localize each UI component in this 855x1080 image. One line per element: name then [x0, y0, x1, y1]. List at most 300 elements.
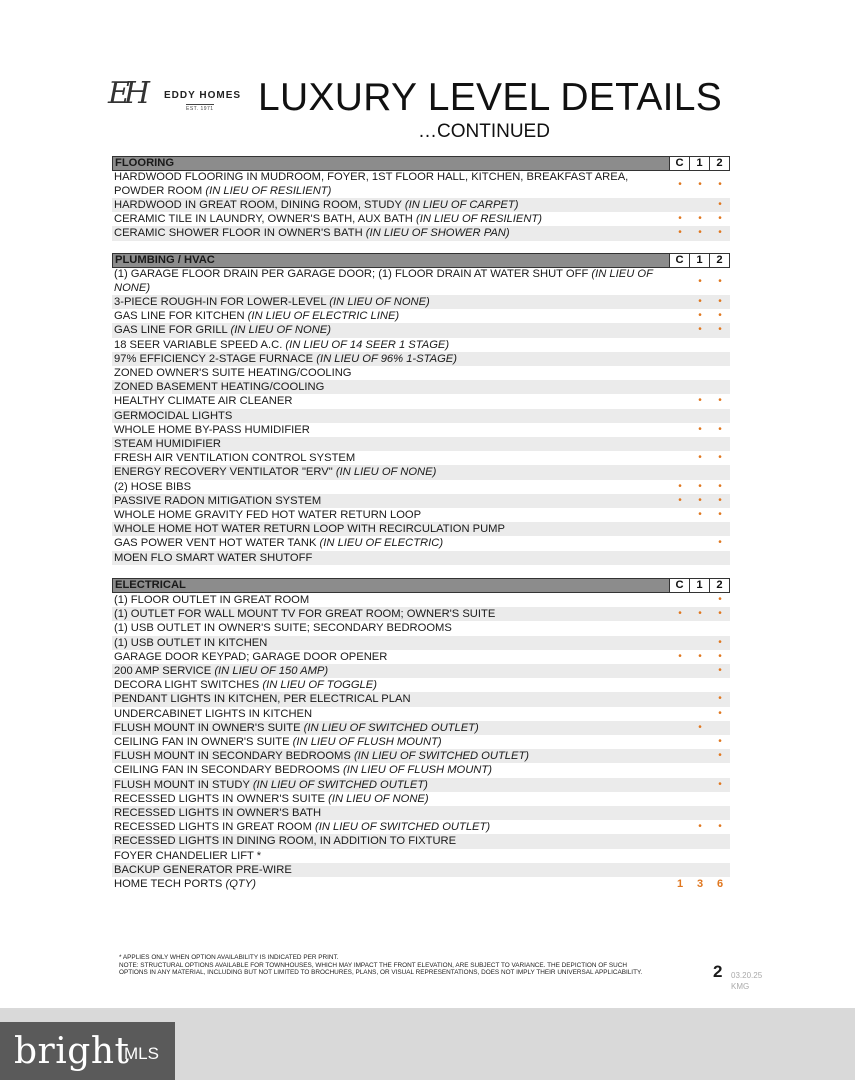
included-dot-icon: •	[718, 750, 722, 762]
table-row	[112, 536, 730, 550]
table-row	[112, 366, 730, 380]
option-note: (IN LIEU OF RESILIENT)	[415, 213, 542, 226]
option-text: RECESSED LIGHTS IN GREAT ROOM	[114, 821, 315, 834]
table-row	[112, 226, 730, 240]
included-dot-icon: •	[678, 608, 682, 620]
empty-cell	[670, 749, 690, 763]
included-dot-icon: •	[718, 213, 722, 225]
option-text: FLUSH MOUNT IN SECONDARY BEDROOMS	[114, 750, 354, 763]
included-dot-icon: •	[718, 324, 722, 336]
included-dot-icon: •	[718, 227, 722, 239]
included-dot-icon: •	[718, 650, 722, 662]
option-text: HARDWOOD IN GREAT ROOM, DINING ROOM, STUDY	[114, 199, 405, 211]
qty-value: 1	[676, 878, 684, 891]
option-note: (QTY)	[225, 878, 256, 891]
footnote-line: NOTE: STRUCTURAL OPTIONS AVAILABLE FOR TOWNHOUSES, WHICH MAY IMPACT THE FRONT ELEVATION, ARE SUBJECT TO VARIANCE. THE DEPICTION OF SUCH	[119, 961, 628, 969]
table-row	[112, 650, 730, 664]
option-note: (IN LIEU OF RESILIENT)	[205, 184, 332, 197]
empty-cell	[670, 409, 690, 423]
included-dot-icon: •	[698, 650, 702, 662]
column-header: 1	[689, 157, 709, 170]
empty-cell	[710, 380, 730, 394]
empty-cell	[710, 792, 730, 806]
section-flooring	[112, 156, 730, 241]
empty-cell	[670, 778, 690, 792]
option-label	[112, 877, 670, 891]
option-label	[112, 268, 670, 295]
empty-cell	[690, 692, 710, 706]
included-dot-icon: •	[678, 494, 682, 506]
included-dot-icon: •	[698, 213, 702, 225]
option-text: ZONED BASEMENT HEATING/COOLING	[114, 381, 325, 394]
footnote-line: * APPLIES ONLY WHEN OPTION AVAILABILITY IS INDICATED PER PRINT.	[119, 954, 339, 961]
empty-cell	[690, 806, 710, 820]
option-label	[112, 763, 670, 777]
table-row	[112, 323, 730, 337]
empty-cell	[670, 551, 690, 565]
option-text: GERMOCIDAL LIGHTS	[114, 409, 233, 422]
empty-cell	[670, 451, 690, 465]
table-row	[112, 849, 730, 863]
empty-cell	[690, 863, 710, 877]
date-code	[731, 970, 762, 992]
option-text: 200 AMP SERVICE	[114, 665, 215, 678]
option-label	[112, 834, 670, 848]
footnote-line: OPTIONS IN ANY MATERIAL, INCLUDING BUT NOT LIMITED TO BROCHURES, PLANS, OR VISUAL REPRESENTATIONS, DOES NOT IMPLY THEIR UNIVERSAL APPLICABILITY.	[119, 969, 643, 977]
option-text: CERAMIC SHOWER FLOOR IN OWNER'S BATH	[114, 227, 366, 240]
option-note: (IN LIEU OF TOGGLE)	[262, 679, 377, 692]
empty-cell	[690, 522, 710, 536]
option-text: CEILING FAN IN SECONDARY BEDROOMS	[114, 764, 343, 777]
table-row	[112, 863, 730, 877]
included-dot-icon: •	[718, 480, 722, 492]
column-header: 2	[709, 254, 729, 267]
section-electrical	[112, 578, 730, 891]
option-text: CEILING FAN IN OWNER'S SUITE	[114, 736, 293, 749]
option-text: POWDER ROOM	[114, 184, 206, 197]
empty-cell	[690, 735, 710, 749]
empty-cell	[690, 621, 710, 635]
included-dot-icon: •	[698, 275, 702, 287]
empty-cell	[690, 664, 710, 678]
option-text: FRESH AIR VENTILATION CONTROL SYSTEM	[114, 452, 356, 465]
empty-cell	[690, 792, 710, 806]
option-text: 3-PIECE ROUGH-IN FOR LOWER-LEVEL	[114, 296, 330, 308]
option-note: (IN LIEU OF FLUSH MOUNT)	[342, 764, 492, 777]
column-header: 1	[689, 579, 709, 592]
empty-cell	[710, 721, 730, 735]
empty-cell	[670, 721, 690, 735]
empty-cell	[710, 678, 730, 692]
included-dot-icon: •	[718, 423, 722, 435]
option-label	[112, 607, 670, 621]
empty-cell	[670, 323, 690, 337]
empty-cell	[690, 366, 710, 380]
option-text: (1) USB OUTLET IN KITCHEN	[114, 636, 268, 649]
empty-cell	[710, 437, 730, 451]
option-note: (IN LIEU OF FLUSH MOUNT)	[292, 736, 442, 749]
included-dot-icon: •	[698, 310, 702, 322]
option-text: ZONED OWNER'S SUITE HEATING/COOLING	[114, 367, 352, 380]
empty-cell	[670, 820, 690, 834]
table-row	[112, 338, 730, 352]
table-row	[112, 806, 730, 820]
table-row	[112, 692, 730, 706]
watermark-brand: bright	[14, 1031, 130, 1072]
table-row	[112, 636, 730, 650]
included-dot-icon: •	[718, 494, 722, 506]
revision-initials: KMG	[731, 982, 750, 991]
included-dot-icon: •	[718, 296, 722, 307]
option-note: (IN LIEU OF SWITCHED OUTLET)	[353, 750, 530, 763]
option-label	[112, 352, 670, 366]
option-label	[112, 409, 670, 423]
table-row	[112, 437, 730, 451]
option-text: UNDERCABINET LIGHTS IN KITCHEN	[114, 707, 313, 720]
option-label	[112, 593, 670, 607]
option-text: PASSIVE RADON MITIGATION SYSTEM	[114, 494, 322, 507]
table-row	[112, 309, 730, 323]
option-text: RECESSED LIGHTS IN OWNER'S SUITE	[114, 792, 329, 805]
empty-cell	[690, 352, 710, 366]
option-label	[112, 522, 670, 536]
included-dot-icon: •	[718, 693, 722, 705]
option-text: GAS POWER VENT HOT WATER TANK	[114, 537, 320, 550]
option-label	[112, 650, 670, 664]
table-row	[112, 763, 730, 777]
included-dot-icon: •	[678, 213, 682, 225]
empty-cell	[690, 198, 710, 212]
option-text: CERAMIC TILE IN LAUNDRY, OWNER'S BATH, AUX BATH	[114, 213, 416, 226]
included-dot-icon: •	[718, 636, 722, 648]
column-header: C	[669, 157, 689, 170]
empty-cell	[710, 806, 730, 820]
option-note: (IN LIEU OF ELECTRIC)	[319, 537, 444, 550]
option-label	[112, 707, 670, 721]
empty-cell	[670, 834, 690, 848]
empty-cell	[670, 268, 690, 295]
empty-cell	[670, 423, 690, 437]
included-dot-icon: •	[718, 178, 722, 190]
empty-cell	[670, 295, 690, 309]
option-note: (IN LIEU OF NONE)	[230, 324, 331, 337]
option-text: FOYER CHANDELIER LIFT *	[114, 849, 262, 862]
table-row	[112, 409, 730, 423]
option-text: STEAM HUMIDIFIER	[114, 438, 221, 451]
section-header	[112, 253, 730, 268]
table-row	[112, 735, 730, 749]
included-dot-icon: •	[718, 608, 722, 620]
empty-cell	[690, 465, 710, 479]
empty-cell	[670, 380, 690, 394]
empty-cell	[670, 849, 690, 863]
empty-cell	[690, 763, 710, 777]
page-number: 2	[713, 962, 723, 981]
included-dot-icon: •	[698, 608, 702, 620]
empty-cell	[690, 338, 710, 352]
section-title: ELECTRICAL	[115, 579, 186, 591]
option-text: HARDWOOD FLOORING IN MUDROOM, FOYER, 1ST FLOOR HALL, KITCHEN, BREAKFAST AREA,	[114, 171, 629, 183]
option-note: (IN LIEU OF 14 SEER 1 STAGE)	[285, 338, 450, 351]
table-row	[112, 423, 730, 437]
empty-cell	[710, 409, 730, 423]
included-dot-icon: •	[718, 199, 722, 210]
empty-cell	[670, 536, 690, 550]
empty-cell	[670, 593, 690, 607]
option-text: FLUSH MOUNT IN OWNER'S SUITE	[114, 721, 304, 734]
option-text: (1) OUTLET FOR WALL MOUNT TV FOR GREAT ROOM; OWNER'S SUITE	[114, 608, 496, 621]
option-text: GARAGE DOOR KEYPAD; GARAGE DOOR OPENER	[114, 650, 388, 663]
option-note: (IN LIEU OF SWITCHED OUTLET)	[315, 821, 491, 834]
empty-cell	[710, 849, 730, 863]
logo-monogram: EH	[108, 76, 145, 111]
included-dot-icon: •	[698, 227, 702, 239]
section-title: FLOORING	[115, 157, 175, 169]
option-label	[112, 636, 670, 650]
empty-cell	[670, 806, 690, 820]
option-label	[112, 338, 670, 352]
option-note: (IN LIEU OF NONE)	[335, 466, 437, 479]
empty-cell	[670, 763, 690, 777]
option-label	[112, 366, 670, 380]
table-row	[112, 451, 730, 465]
included-dot-icon: •	[698, 509, 702, 521]
empty-cell	[690, 551, 710, 565]
logo-established: EST. 1971	[186, 106, 214, 112]
table-row	[112, 352, 730, 366]
option-label	[112, 295, 670, 309]
empty-cell	[670, 621, 690, 635]
option-note: (IN LIEU OF ELECTRIC LINE)	[247, 310, 400, 323]
qty-value: 6	[716, 878, 724, 891]
empty-cell	[710, 522, 730, 536]
empty-cell	[670, 352, 690, 366]
option-text: (2) HOSE BIBS	[114, 480, 192, 493]
option-text: WHOLE HOME BY-PASS HUMIDIFIER	[114, 423, 310, 436]
option-text: GAS LINE FOR KITCHEN	[114, 310, 248, 323]
table-row	[112, 707, 730, 721]
table-row	[112, 212, 730, 226]
included-dot-icon: •	[718, 594, 722, 605]
included-dot-icon: •	[678, 178, 682, 190]
table-row	[112, 394, 730, 408]
included-dot-icon: •	[718, 778, 722, 790]
included-dot-icon: •	[718, 665, 722, 677]
empty-cell	[710, 551, 730, 565]
empty-cell	[670, 437, 690, 451]
empty-cell	[670, 664, 690, 678]
included-dot-icon: •	[718, 509, 722, 521]
included-dot-icon: •	[698, 721, 702, 733]
empty-cell	[670, 707, 690, 721]
option-label	[112, 380, 670, 394]
included-dot-icon: •	[718, 275, 722, 287]
qty-value: 3	[696, 878, 704, 891]
option-label	[112, 226, 670, 240]
option-label	[112, 806, 670, 820]
empty-cell	[670, 366, 690, 380]
option-label	[112, 198, 670, 212]
option-label	[112, 323, 670, 337]
table-row	[112, 834, 730, 848]
section-title: PLUMBING / HVAC	[115, 254, 215, 266]
included-dot-icon: •	[718, 395, 722, 407]
empty-cell	[710, 465, 730, 479]
option-label	[112, 692, 670, 706]
column-header: 2	[709, 157, 729, 170]
option-note: (IN LIEU OF 96% 1-STAGE)	[316, 352, 457, 365]
empty-cell	[670, 522, 690, 536]
empty-cell	[690, 707, 710, 721]
option-text: (1) FLOOR OUTLET IN GREAT ROOM	[114, 594, 310, 606]
option-text: 18 SEER VARIABLE SPEED A.C.	[114, 338, 286, 351]
empty-cell	[690, 849, 710, 863]
option-note: (IN LIEU OF NONE)	[328, 792, 429, 805]
option-text: BACKUP GENERATOR PRE-WIRE	[114, 863, 292, 876]
included-dot-icon: •	[718, 310, 722, 322]
page-subtitle: …CONTINUED	[418, 121, 550, 142]
table-row	[112, 494, 730, 508]
table-row	[112, 778, 730, 792]
section-header	[112, 578, 730, 593]
option-text: DECORA LIGHT SWITCHES	[114, 679, 263, 692]
included-dot-icon: •	[698, 395, 702, 407]
option-label	[112, 437, 670, 451]
option-label	[112, 551, 670, 565]
empty-cell	[670, 465, 690, 479]
empty-cell	[670, 309, 690, 323]
option-label	[112, 451, 670, 465]
option-label	[112, 394, 670, 408]
empty-cell	[690, 778, 710, 792]
empty-cell	[690, 834, 710, 848]
empty-cell	[670, 198, 690, 212]
table-row	[112, 721, 730, 735]
option-label	[112, 863, 670, 877]
table-row	[112, 465, 730, 479]
included-dot-icon: •	[678, 227, 682, 239]
table-row	[112, 522, 730, 536]
option-text: RECESSED LIGHTS IN DINING ROOM, IN ADDITION TO FIXTURE	[114, 835, 457, 848]
option-label	[112, 678, 670, 692]
option-label	[112, 621, 670, 635]
option-text: RECESSED LIGHTS IN OWNER'S BATH	[114, 807, 322, 820]
empty-cell	[710, 763, 730, 777]
option-text: PENDANT LIGHTS IN KITCHEN, PER ELECTRICAL PLAN	[114, 693, 411, 706]
empty-cell	[690, 380, 710, 394]
column-header: 2	[709, 579, 729, 592]
empty-cell	[670, 394, 690, 408]
option-label	[112, 494, 670, 508]
table-row	[112, 792, 730, 806]
included-dot-icon: •	[678, 650, 682, 662]
included-dot-icon: •	[698, 423, 702, 435]
table-row	[112, 508, 730, 522]
included-dot-icon: •	[698, 296, 702, 307]
empty-cell	[710, 366, 730, 380]
revision-date: 03.20.25	[731, 971, 763, 980]
table-row	[112, 820, 730, 834]
empty-cell	[690, 536, 710, 550]
option-label	[112, 309, 670, 323]
empty-cell	[690, 636, 710, 650]
option-text: FLUSH MOUNT IN STUDY	[114, 778, 253, 791]
table-row	[112, 480, 730, 494]
included-dot-icon: •	[718, 537, 722, 549]
empty-cell	[690, 678, 710, 692]
table-row	[112, 621, 730, 635]
included-dot-icon: •	[698, 494, 702, 506]
empty-cell	[690, 593, 710, 607]
table-row	[112, 380, 730, 394]
table-row	[112, 607, 730, 621]
empty-cell	[670, 792, 690, 806]
empty-cell	[670, 735, 690, 749]
included-dot-icon: •	[698, 821, 702, 833]
option-label	[112, 423, 670, 437]
empty-cell	[670, 508, 690, 522]
empty-cell	[690, 749, 710, 763]
option-label	[112, 465, 670, 479]
option-text: 97% EFFICIENCY 2-STAGE FURNACE	[114, 352, 317, 365]
empty-cell	[670, 678, 690, 692]
option-note: (IN LIEU OF SWITCHED OUTLET)	[303, 721, 479, 734]
table-row	[112, 664, 730, 678]
option-note: (IN LIEU OF SWITCHED OUTLET)	[252, 778, 428, 791]
table-row	[112, 295, 730, 309]
empty-cell	[710, 834, 730, 848]
table-row	[112, 551, 730, 565]
option-note: (IN LIEU OF CARPET)	[404, 199, 519, 211]
option-text: (1) GARAGE FLOOR DRAIN PER GARAGE DOOR; (1) FLOOR DRAIN AT WATER SHUT OFF	[114, 268, 592, 280]
included-dot-icon: •	[698, 452, 702, 464]
empty-cell	[710, 352, 730, 366]
option-text: HEALTHY CLIMATE AIR CLEANER	[114, 395, 293, 408]
bright-mls-watermark	[0, 1022, 175, 1080]
option-text: WHOLE HOME HOT WATER RETURN LOOP WITH RECIRCULATION PUMP	[114, 523, 505, 536]
empty-cell	[670, 692, 690, 706]
included-dot-icon: •	[718, 452, 722, 464]
option-text: WHOLE HOME GRAVITY FED HOT WATER RETURN LOOP	[114, 509, 422, 522]
empty-cell	[710, 621, 730, 635]
option-label	[112, 480, 670, 494]
option-note: (IN LIEU OF	[591, 268, 653, 280]
column-header: C	[669, 579, 689, 592]
option-label	[112, 171, 670, 198]
option-label	[112, 749, 670, 763]
empty-cell	[710, 338, 730, 352]
included-dot-icon: •	[698, 324, 702, 336]
included-dot-icon: •	[698, 480, 702, 492]
option-text: MOEN FLO SMART WATER SHUTOFF	[114, 551, 313, 564]
option-label	[112, 721, 670, 735]
table-row	[112, 198, 730, 212]
option-label	[112, 778, 670, 792]
included-dot-icon: •	[698, 178, 702, 190]
empty-cell	[670, 863, 690, 877]
option-text: ENERGY RECOVERY VENTILATOR "ERV"	[114, 466, 336, 479]
watermark-suffix: MLS	[124, 1044, 159, 1063]
section-header	[112, 156, 730, 171]
table-row	[112, 749, 730, 763]
included-dot-icon: •	[718, 736, 722, 748]
option-note: NONE)	[114, 281, 151, 294]
column-header: 1	[689, 254, 709, 267]
included-dot-icon: •	[718, 707, 722, 719]
empty-cell	[670, 338, 690, 352]
option-label	[112, 792, 670, 806]
empty-cell	[710, 863, 730, 877]
